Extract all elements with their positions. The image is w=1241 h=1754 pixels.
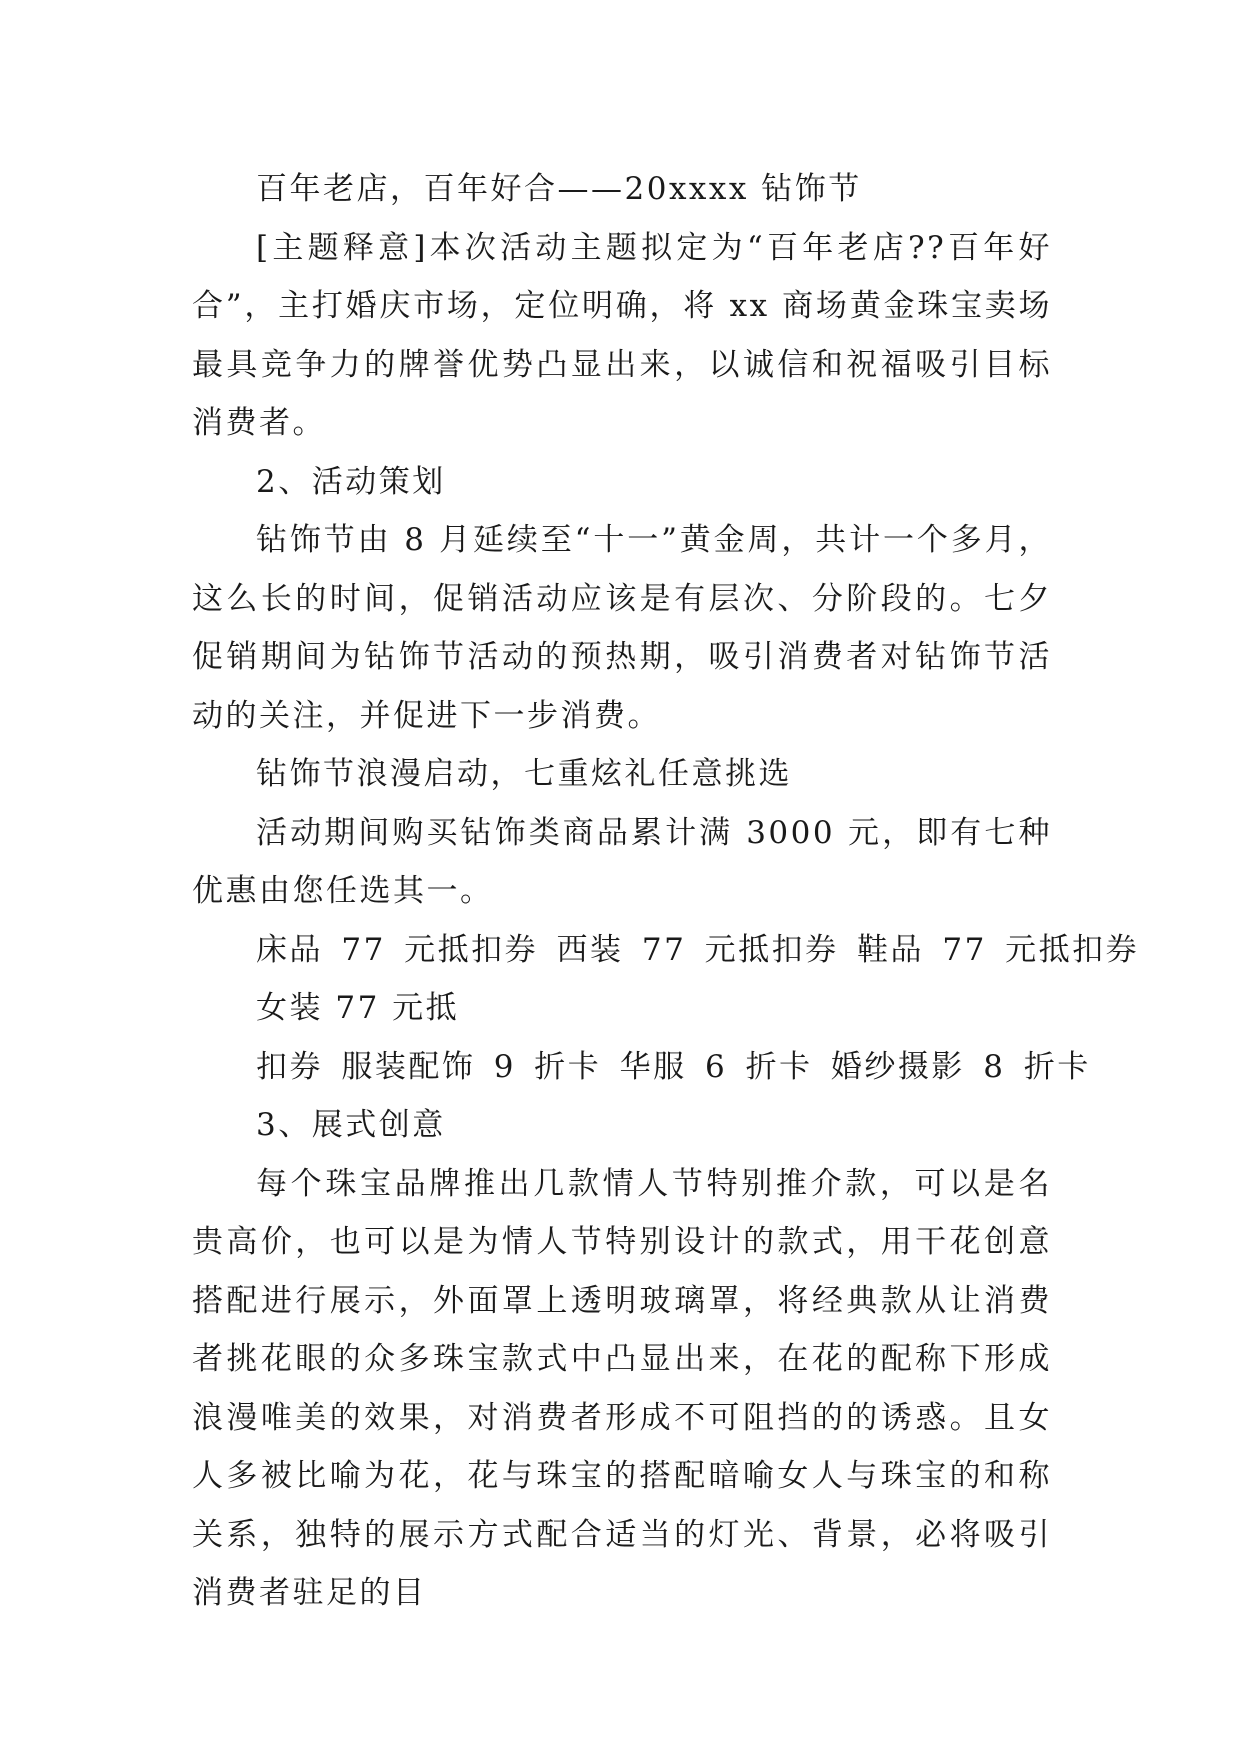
section-3-paragraph: 每个珠宝品牌推出几款情人节特别推介款，可以是名贵高价，也可以是为情人节特别设计的款式，用干花创意搭配进行展示，外面罩上透明玻璃罩，将经典款从让消费者挑花眼的众多珠宝款式中凸显出来，在花的配称下形成浪漫唯美的效果，对消费者形成不可阻挡的的诱惑。且女人多被比喻为花，花与珠宝的搭配暗喻女人与珠宝的和称关系，独特的展示方式配合适当的灯光、背景，必将吸引消费者驻足的目 — [192, 1165, 1052, 1611]
offers-line-3: 扣券 服装配饰 9 折卡 华服 6 折卡 婚纱摄影 8 折卡 — [256, 1048, 1091, 1085]
document-title: 百年老店，百年好合——20xxxx 钻饰节 — [256, 171, 862, 207]
theme-paragraph: [主题释意]本次活动主题拟定为“百年老店??百年好合”，主打婚庆市场，定位明确，将 xx 商场黄金珠宝卖场最具竞争力的牌誉优势凸显出来，以诚信和祝福吸引目标消费者。 — [192, 229, 1052, 441]
offers-line-2: 女装 77 元抵 — [256, 990, 460, 1026]
event-paragraph: 活动期间购买钻饰类商品累计满 3000 元，即有七种优惠由您任选其一。 — [192, 814, 1052, 909]
document-body — [192, 160, 1140, 1623]
section-2-paragraph: 钻饰节由 8 月延续至“十一”黄金周，共计一个多月，这么长的时间，促销活动应该是有层次、分阶段的。七夕促销期间为钻饰节活动的预热期，吸引消费者对钻饰节活动的关注，并促进下一步消费。 — [192, 522, 1052, 734]
section-2-heading: 2、活动策划 — [256, 463, 446, 500]
offers-line-1: 床品 77 元抵扣券 西装 77 元抵扣券 鞋品 77 元抵扣券 — [256, 931, 1140, 968]
section-3-heading: 3、展式创意 — [256, 1107, 446, 1143]
event-title: 钻饰节浪漫启动，七重炫礼任意挑选 — [256, 756, 792, 792]
